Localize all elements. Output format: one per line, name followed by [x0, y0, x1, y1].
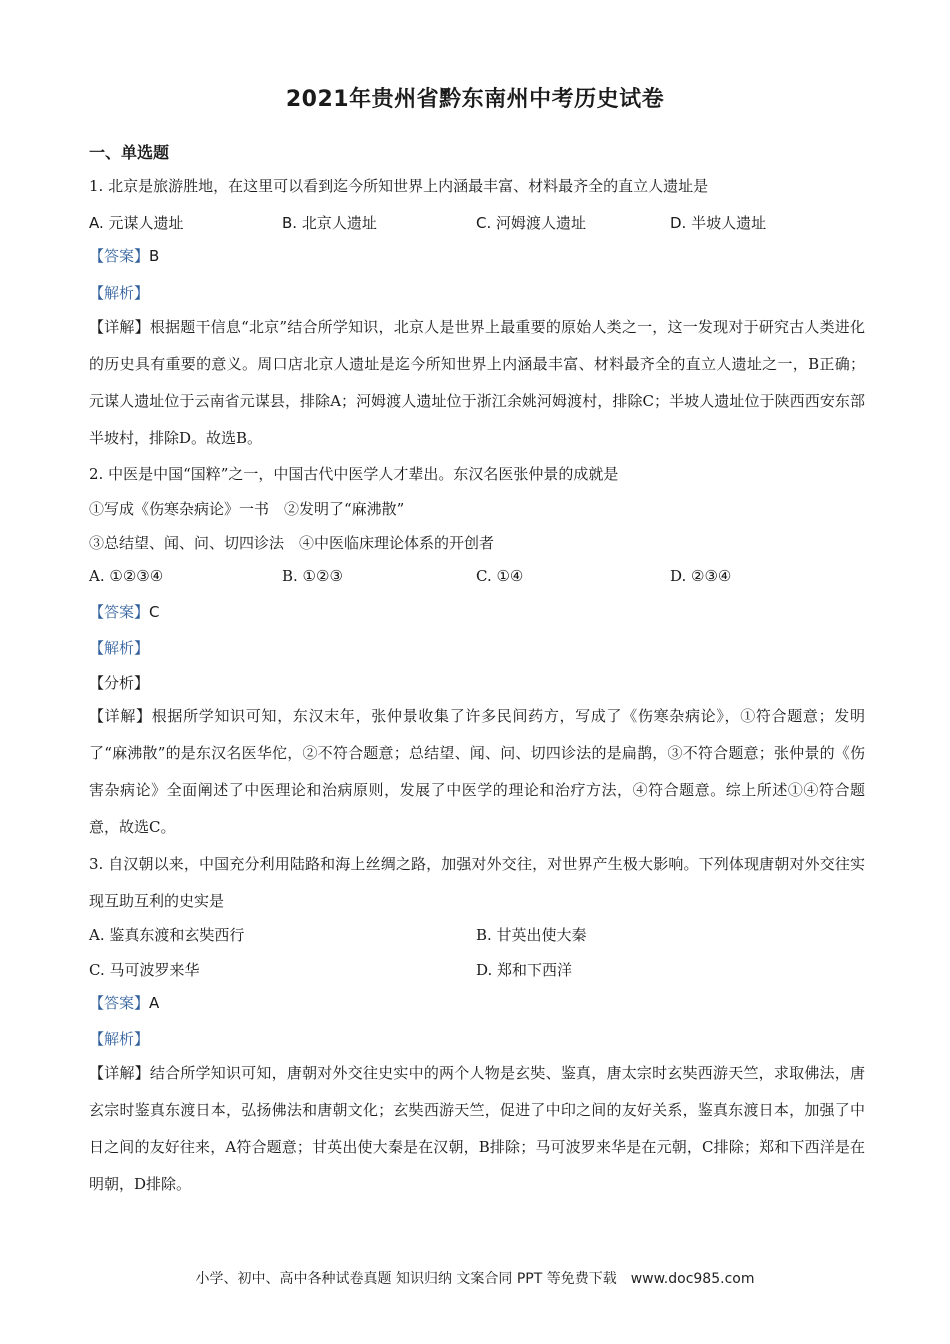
detail-text: 根据所学知识可知，东汉末年，张仲景收集了许多民间药方，写成了《伤寒杂病论》，①符合题意；发明了“麻沸散”的是东汉名医华佗，②不符合题意；总结望、闻、问、切四诊法的是扁鹊，③不符合题意；张仲景的《伤害杂病论》全面阐述了中医理论和治病原则，发展了中医学的理论和治疗方法，④符合题意。综上所述①④符合题意，故选C。: [89, 707, 865, 836]
q1-answer: [89, 246, 159, 266]
q2-items-line-1: ①写成《伤寒杂病论》一书 ②发明了“麻沸散”: [89, 500, 405, 518]
q2-answer: [89, 602, 160, 622]
question-3-stem: 3. 自汉朝以来，中国充分利用陆路和海上丝绸之路，加强对外交往，对世界产生极大影响。下列体现唐朝对外交往实现互助互利的史实是: [89, 855, 865, 910]
q1-option-d: D. 半坡人遗址: [670, 214, 767, 232]
q1-analysis-tag: 【解析】: [89, 284, 150, 302]
q1-option-c: C. 河姆渡人遗址: [476, 214, 587, 232]
q3-option-c: C. 马可波罗来华: [89, 961, 200, 979]
q3-option-a: A. 鉴真东渡和玄奘西行: [89, 926, 245, 944]
q1-option-a: A. 元谋人遗址: [89, 214, 184, 232]
q2-option-c: C. ①④: [476, 567, 524, 585]
section-title: 一、单选题: [89, 143, 170, 162]
detail-tag: 【详解】: [89, 707, 152, 725]
detail-text: 根据题干信息“北京”结合所学知识，北京人是世界上最重要的原始人类之一，这一发现对于研究古人类进化的历史具有重要的意义。周口店北京人遗址是迄今所知世界上内涵最丰富、材料最齐全的直立人遗址之一，B正确；元谋人遗址位于云南省元谋县，排除A；河姆渡人遗址位于浙江余姚河姆渡村，排除C；半坡人遗址位于陕西西安东部半坡村，排除D。故选B。: [89, 318, 865, 447]
footer-text: 小学、初中、高中各种试卷真题 知识归纳 文案合同 PPT 等免费下载 www.doc985.com: [195, 1271, 755, 1287]
answer-value: C: [149, 603, 160, 621]
q3-detail: [89, 1055, 865, 1203]
q2-items-line-2: ③总结望、闻、问、切四诊法 ④中医临床理论体系的开创者: [89, 534, 495, 552]
answer-tag: 【答案】: [89, 603, 150, 621]
q2-option-a: A. ①②③④: [89, 567, 164, 585]
q3-answer: [89, 993, 159, 1013]
answer-value: A: [149, 994, 160, 1012]
q2-fenxi-tag: 【分析】: [89, 674, 150, 692]
page-title: 2021年贵州省黔东南州中考历史试卷: [285, 87, 665, 112]
answer-tag: 【答案】: [89, 247, 150, 265]
detail-tag: 【详解】: [89, 318, 150, 336]
answer-tag: 【答案】: [89, 994, 150, 1012]
detail-text: 结合所学知识可知，唐朝对外交往史实中的两个人物是玄奘、鉴真，唐太宗时玄奘西游天竺，求取佛法，唐玄宗时鉴真东渡日本，弘扬佛法和唐朝文化；玄奘西游天竺，促进了中印之间的友好关系，鉴真东渡日本，加强了中日之间的友好往来，A符合题意；甘英出使大秦是在汉朝，B排除；马可波罗来华是在元朝，C排除；郑和下西洋是在明朝，D排除。: [89, 1064, 865, 1193]
q3-option-d: D. 郑和下西洋: [476, 961, 573, 979]
question-2-stem: 2. 中医是中国“国粹”之一，中国古代中医学人才辈出。东汉名医张仲景的成就是: [89, 465, 619, 483]
q2-analysis-tag: 【解析】: [89, 639, 150, 657]
q1-detail: [89, 309, 865, 457]
q3-analysis-tag: 【解析】: [89, 1030, 150, 1048]
question-1-stem: 1. 北京是旅游胜地，在这里可以看到迄今所知世界上内涵最丰富、材料最齐全的直立人遗址是: [89, 177, 709, 195]
q2-option-b: B. ①②③: [282, 567, 343, 585]
q1-option-b: B. 北京人遗址: [282, 214, 377, 232]
answer-value: B: [149, 247, 160, 265]
q2-option-d: D. ②③④: [670, 567, 732, 585]
q2-detail: [89, 698, 865, 846]
detail-tag: 【详解】: [89, 1064, 150, 1082]
q3-option-b: B. 甘英出使大秦: [476, 926, 587, 944]
